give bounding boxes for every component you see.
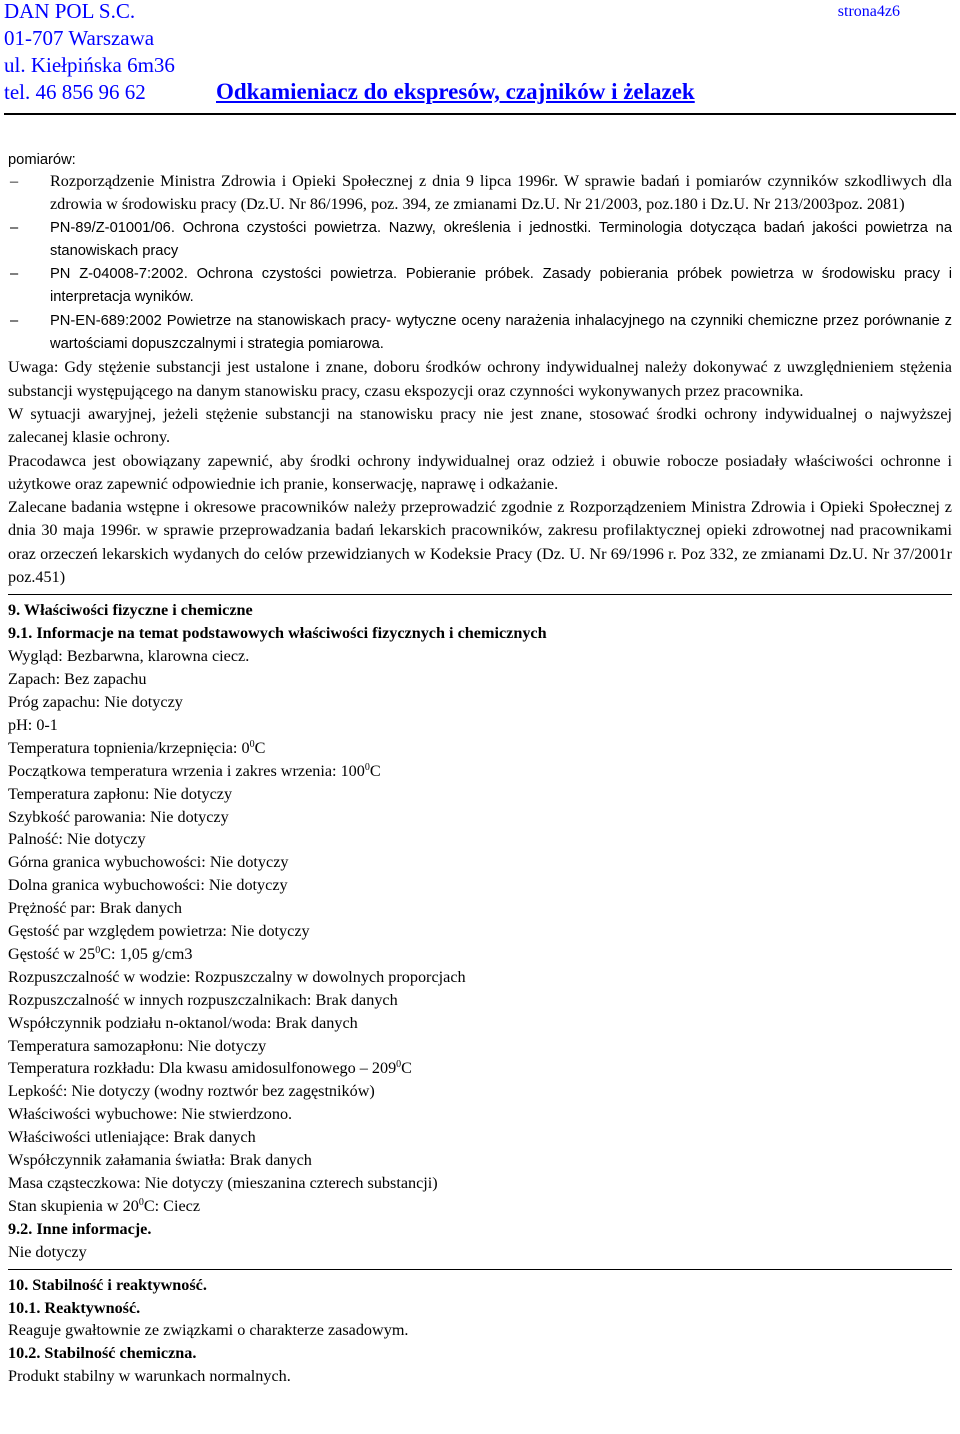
property-line: Dolna granica wybuchowości: Nie dotyczy [8,876,288,895]
property-line: Prężność par: Brak danych [8,899,182,918]
degree-mark: 0 [396,1059,402,1071]
property-line: Temperatura zapłonu: Nie dotyczy [8,784,233,803]
company-postal: 01-707 Warszawa [4,26,155,50]
property-line: Produkt stabilny w warunkach normalnych. [8,1367,291,1386]
section-heading: 10. Stabilność i reaktywność. [8,1275,207,1294]
company-name: DAN POL S.C. [4,0,136,23]
property-line: Lepkość: Nie dotyczy (wodny roztwór bez zagęstników) [8,1082,375,1101]
property-line: Masa cząsteczkowa: Nie dotyczy (mieszanina czterech substancji) [8,1174,438,1192]
list-item: – PN-89/Z-01001/06. Ochrona czystości powietrza. Nazwy, określenia i jednostki. Terminologia dotycząca badań jakości powietrza na stanowiskach pracy [8,217,952,264]
property-line: Reaguje gwałtownie ze związkami o charakterze zasadowym. [8,1321,409,1340]
section-10 [8,1274,952,1389]
property-line-state [8,1195,952,1218]
document-title: Odkamieniacz do ekspresów, czajników i żelazek [216,79,695,104]
property-text: C: Ciecz [143,1196,201,1215]
lead-text: pomiarów: [8,152,76,168]
property-line: Rozpuszczalność w wodzie: Rozpuszczalny w dowolnych proporcjach [8,967,466,986]
list-item: – PN Z-04008-7:2002. Ochrona czystości powietrza. Pobieranie próbek. Zasady pobierania próbek powietrza w środowisku pracy i interpretacja wyników. [8,263,952,310]
property-line: Palność: Nie dotyczy [8,830,146,849]
property-line: pH: 0-1 [8,715,58,734]
property-line: Szybkość parowania: Nie dotyczy [8,807,229,826]
property-line: Właściwości utleniające: Brak danych [8,1128,256,1147]
subsection-heading: 9.2. Inne informacje. [8,1219,152,1238]
paragraph: W sytuacji awaryjnej, jeżeli stężenie substancji na stanowisku pracy nie jest znane, stosować środki ochrony indywidualnej o najwyższej zalecanej klasie ochrony. [8,404,952,447]
property-line-melting [8,737,952,760]
degree-mark: 0 [364,761,370,773]
property-line: Właściwości wybuchowe: Nie stwierdzono. [8,1105,293,1124]
property-line-density [8,943,952,966]
paragraph: Pracodawca jest obowiązany zapewnić, aby środki ochrony indywidualnej oraz odzież i obuwie robocze posiadały właściwości ochronne i użytkowe oraz zapewnić odpowiednie ich pranie, konserwację, naprawę i odkażanie. [8,451,952,493]
page-header [0,0,960,112]
property-text: Gęstość w 25 [8,944,96,963]
standards-list [8,170,952,356]
company-phone: tel. 46 856 96 62 [4,80,146,104]
unit-text: C [401,1059,412,1078]
property-line-decomposition [8,1057,952,1080]
property-line: Zapach: Bez zapachu [8,670,147,689]
company-street: ul. Kiełpińska 6m36 [4,53,175,77]
property-line-boiling [8,760,952,783]
property-line: Wygląd: Bezbarwna, klarowna ciecz. [8,647,250,666]
section-heading: 9. Właściwości fizyczne i chemiczne [8,601,253,620]
property-line: Nie dotyczy [8,1242,87,1261]
section-divider [8,1269,952,1270]
property-line: Współczynnik podziału n-oktanol/woda: Brak danych [8,1013,358,1032]
page-number: strona4z6 [837,3,900,20]
subsection-heading: 10.1. Reaktywność. [8,1298,141,1317]
section-9 [8,599,952,1263]
property-text: Początkowa temperatura wrzenia i zakres wrzenia: 100 [8,761,365,780]
property-text: Stan skupienia w 20 [8,1196,139,1215]
degree-mark: 0 [95,944,101,956]
property-text: Temperatura topnienia/krzepnięcia: 0 [8,738,250,757]
document-body [8,150,952,1388]
property-line: Temperatura samozapłonu: Nie dotyczy [8,1036,267,1055]
degree-mark: 0 [249,738,255,750]
section-divider [8,594,952,595]
property-text: Temperatura rozkładu: Dla kwasu amidosulfonowego – 209 [8,1059,397,1078]
property-line: Próg zapachu: Nie dotyczy [8,692,183,711]
property-line: Gęstość par względem powietrza: Nie dotyczy [8,922,310,941]
company-address [4,0,175,106]
section-8-continuation [8,150,952,356]
list-item: – Rozporządzenie Ministra Zdrowia i Opieki Społecznej z dnia 9 lipca 1996r. W sprawie badań i pomiarów czynników szkodliwych dla zdrowia w środowisku pracy (Dz.U. Nr 86/1996, poz. 394, ze zmianami Dz.U. Nr 21/2003, poz.180 i Dz.U. Nr 213/2003poz. 2081) [8,170,952,217]
property-text: C: 1,05 g/cm3 [100,944,193,963]
paragraph: Uwaga: Gdy stężenie substancji jest ustalone i znane, doboru środków ochrony indywidualnej należy dokonywać z uwzględnieniem stężenia substancji występującego na danym stanowisku pracy, czasu ekspozycji oraz czynności wykonywanych przez pracownika. [8,358,952,400]
property-line: Górna granica wybuchowości: Nie dotyczy [8,853,289,872]
property-line: Rozpuszczalność w innych rozpuszczalnikach: Brak danych [8,990,398,1009]
header-divider [4,113,956,115]
unit-text: C [369,761,381,780]
degree-mark: 0 [138,1196,144,1208]
subsection-heading: 9.1. Informacje na temat podstawowych właściwości fizycznych i chemicznych [8,624,547,643]
unit-text: C [254,738,266,757]
property-line: Współczynnik załamania światła: Brak danych [8,1151,312,1170]
list-item: – PN-EN-689:2002 Powietrze na stanowiskach pracy- wytyczne oceny narażenia inhalacyjnego na czynniki chemiczne przez porównanie z wartościami dopuszczalnymi i strategia pomiarowa. [8,310,952,357]
subsection-heading: 10.2. Stabilność chemiczna. [8,1344,197,1363]
paragraph: Zalecane badania wstępne i okresowe pracowników należy przeprowadzić zgodnie z Rozporządzeniem Ministra Zdrowia i Opieki Społecznej z dnia 30 maja 1996r. w sprawie przeprowadzania badań lekarskich pracowników, zakresu profilaktycznej opieki zdrowotnej nad pracownikami oraz orzeczeń lekarskich wydanych do celów przewidzianych w Kodeksie Pracy (Dz. U. Nr 69/1996 r. Poz 332, ze zmianami Dz.U. Nr 37/2001r poz.451) [8,498,952,587]
